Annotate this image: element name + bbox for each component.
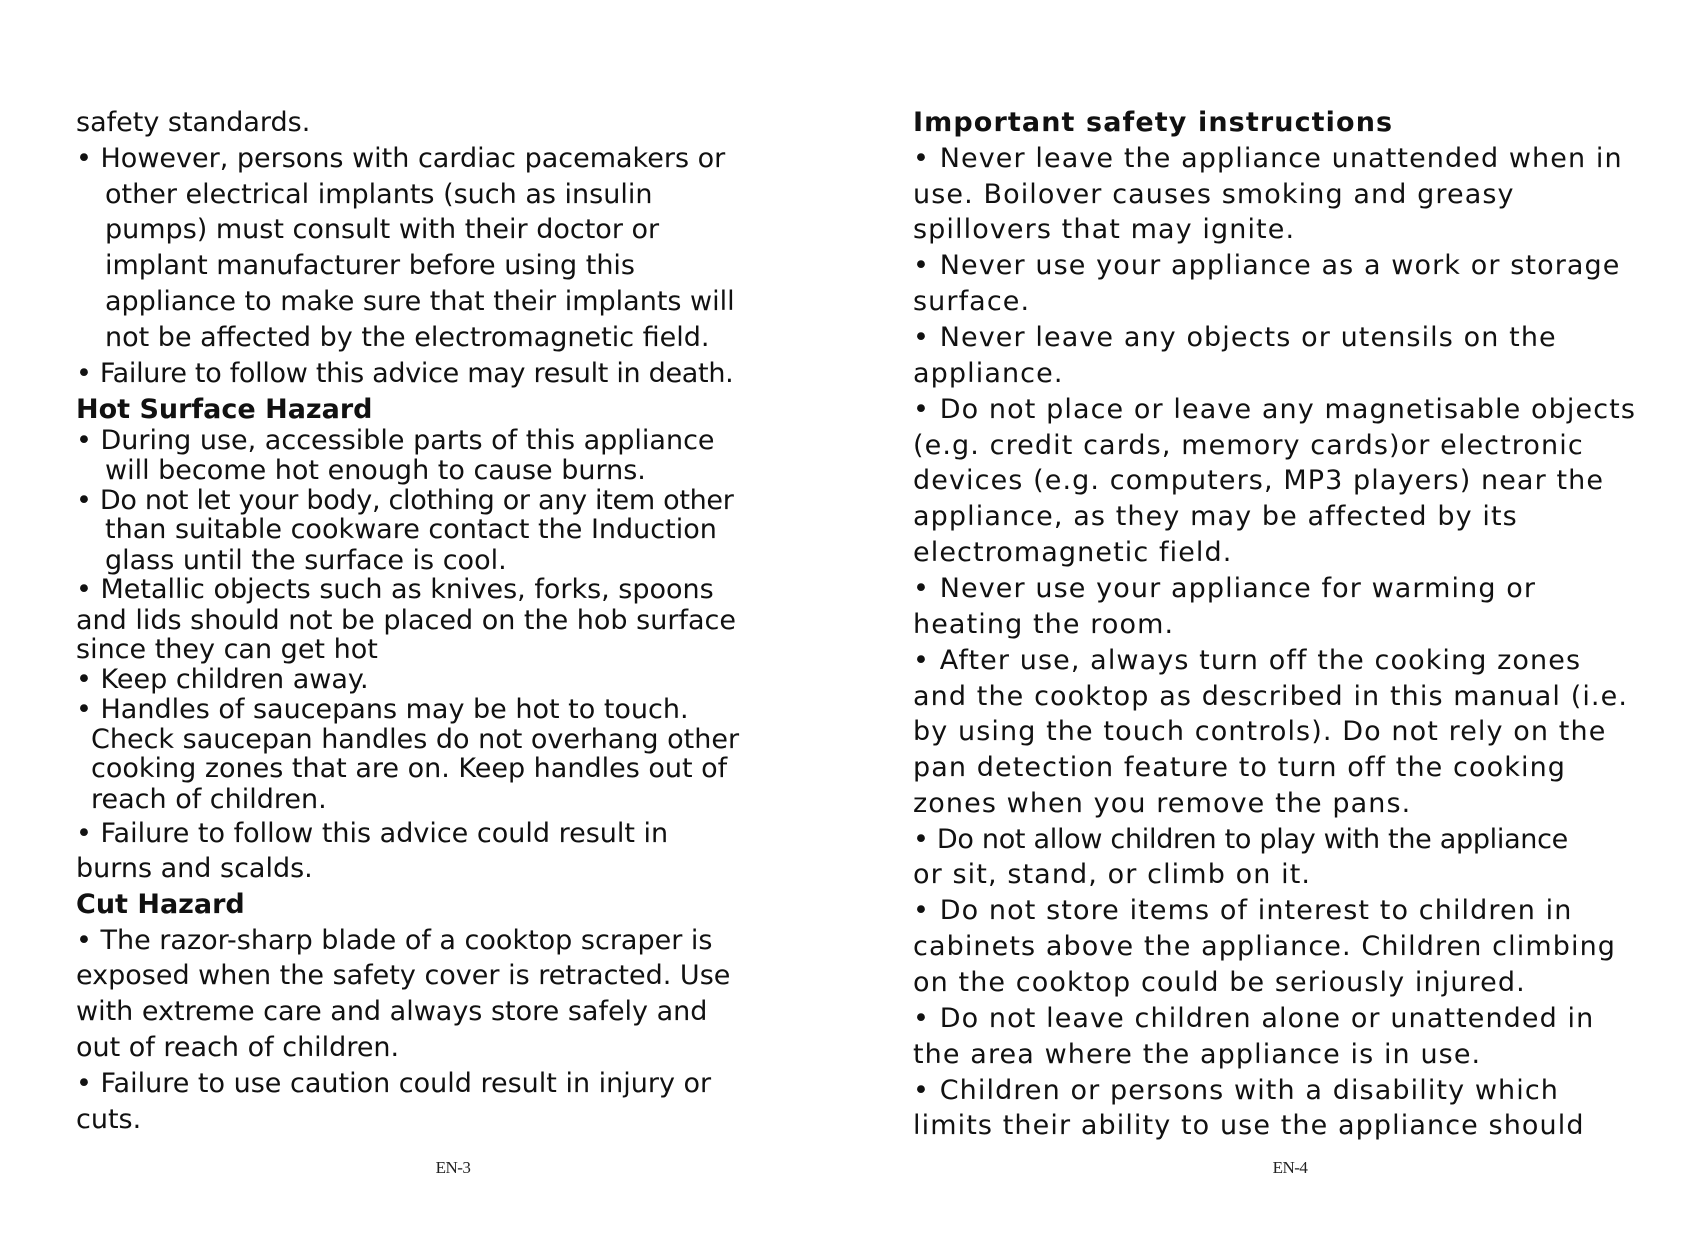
text-line: • Never use your appliance as a work or storage — [913, 250, 1621, 281]
text-line: pumps) must consult with their doctor or — [105, 214, 660, 245]
text-line: implant manufacturer before using this — [105, 250, 635, 281]
text-line: • Do not let your body, clothing or any item other — [76, 485, 734, 516]
text-line: and the cooktop as described in this manual (i.e. — [913, 681, 1629, 712]
text-line: heating the room. — [913, 609, 1175, 640]
text-line: not be affected by the electromagnetic field. — [105, 322, 710, 353]
text-line: reach of children. — [91, 784, 327, 815]
text-line: burns and scalds. — [76, 853, 313, 884]
text-line: • Never use your appliance for warming or — [913, 573, 1537, 604]
text-line: (e.g. credit cards, memory cards)or electronic — [913, 430, 1584, 461]
text-line: • Keep children away. — [76, 664, 369, 695]
text-line: pan detection feature to turn off the cooking — [913, 752, 1567, 783]
text-line: • During use, accessible parts of this appliance — [76, 425, 715, 456]
text-line: surface. — [913, 286, 1031, 317]
text-line: • The razor-sharp blade of a cooktop scraper is — [76, 925, 713, 956]
text-line: since they can get hot — [76, 634, 378, 665]
text-line: • However, persons with cardiac pacemakers or — [76, 143, 726, 174]
left-page-number: EN-3 — [435, 1158, 471, 1177]
text-line: appliance. — [913, 358, 1064, 389]
text-line: • Children or persons with a disability which — [913, 1075, 1560, 1106]
text-line: • Do not store items of interest to children in — [913, 895, 1573, 926]
text-line: spillovers that may ignite. — [913, 214, 1296, 245]
text-line: devices (e.g. computers, MP3 players) near the — [913, 465, 1605, 496]
left-page — [0, 0, 841, 1240]
section-heading: Important safety instructions — [913, 107, 1394, 138]
text-line: the area where the appliance is in use. — [913, 1039, 1482, 1070]
text-line: on the cooktop could be seriously injured. — [913, 967, 1526, 998]
text-line: out of reach of children. — [76, 1032, 400, 1063]
text-line: • Do not leave children alone or unattended in — [913, 1003, 1595, 1034]
text-line: • Never leave the appliance unattended when in — [913, 143, 1623, 174]
text-line: use. Boilover causes smoking and greasy — [913, 179, 1515, 210]
text-line: glass until the surface is cool. — [105, 545, 507, 576]
text-line: • Failure to follow this advice could result in — [76, 818, 669, 849]
section-heading: Hot Surface Hazard — [76, 394, 373, 425]
right-page — [841, 0, 1683, 1240]
text-line: • Metallic objects such as knives, forks, spoons — [76, 574, 714, 605]
text-line: will become hot enough to cause burns. — [105, 455, 646, 486]
text-line: • Do not place or leave any magnetisable objects — [913, 394, 1636, 425]
text-line: • Never leave any objects or utensils on the — [913, 322, 1557, 353]
text-line: and lids should not be placed on the hob surface — [76, 605, 736, 636]
right-page-number: EN-4 — [1272, 1158, 1308, 1177]
text-line: than suitable cookware contact the Induction — [105, 514, 717, 545]
text-line: • Failure to use caution could result in injury or — [76, 1068, 712, 1099]
text-line: • Do not allow children to play with the appliance — [913, 824, 1568, 855]
text-line: • After use, always turn off the cooking zones — [913, 645, 1582, 676]
text-line: • Failure to follow this advice may result in death. — [76, 358, 734, 389]
text-line: appliance, as they may be affected by its — [913, 501, 1518, 532]
text-line: electromagnetic field. — [913, 537, 1233, 568]
section-heading: Cut Hazard — [76, 889, 245, 920]
text-line: safety standards. — [76, 107, 311, 138]
text-line: other electrical implants (such as insulin — [105, 179, 653, 210]
text-line: appliance to make sure that their implants will — [105, 286, 735, 317]
text-line: by using the touch controls). Do not rely on the — [913, 716, 1607, 747]
text-line: cabinets above the appliance. Children climbing — [913, 931, 1617, 962]
text-line: cuts. — [76, 1104, 142, 1135]
text-line: or sit, stand, or climb on it. — [913, 859, 1312, 890]
text-line: cooking zones that are on. Keep handles out of — [91, 753, 728, 784]
text-line: Check saucepan handles do not overhang other — [91, 724, 740, 755]
text-line: limits their ability to use the appliance should — [913, 1110, 1585, 1141]
text-line: • Handles of saucepans may be hot to touch. — [76, 694, 689, 725]
text-line: zones when you remove the pans. — [913, 788, 1412, 819]
text-line: with extreme care and always store safely and — [76, 996, 708, 1027]
text-line: exposed when the safety cover is retracted. Use — [76, 960, 731, 991]
